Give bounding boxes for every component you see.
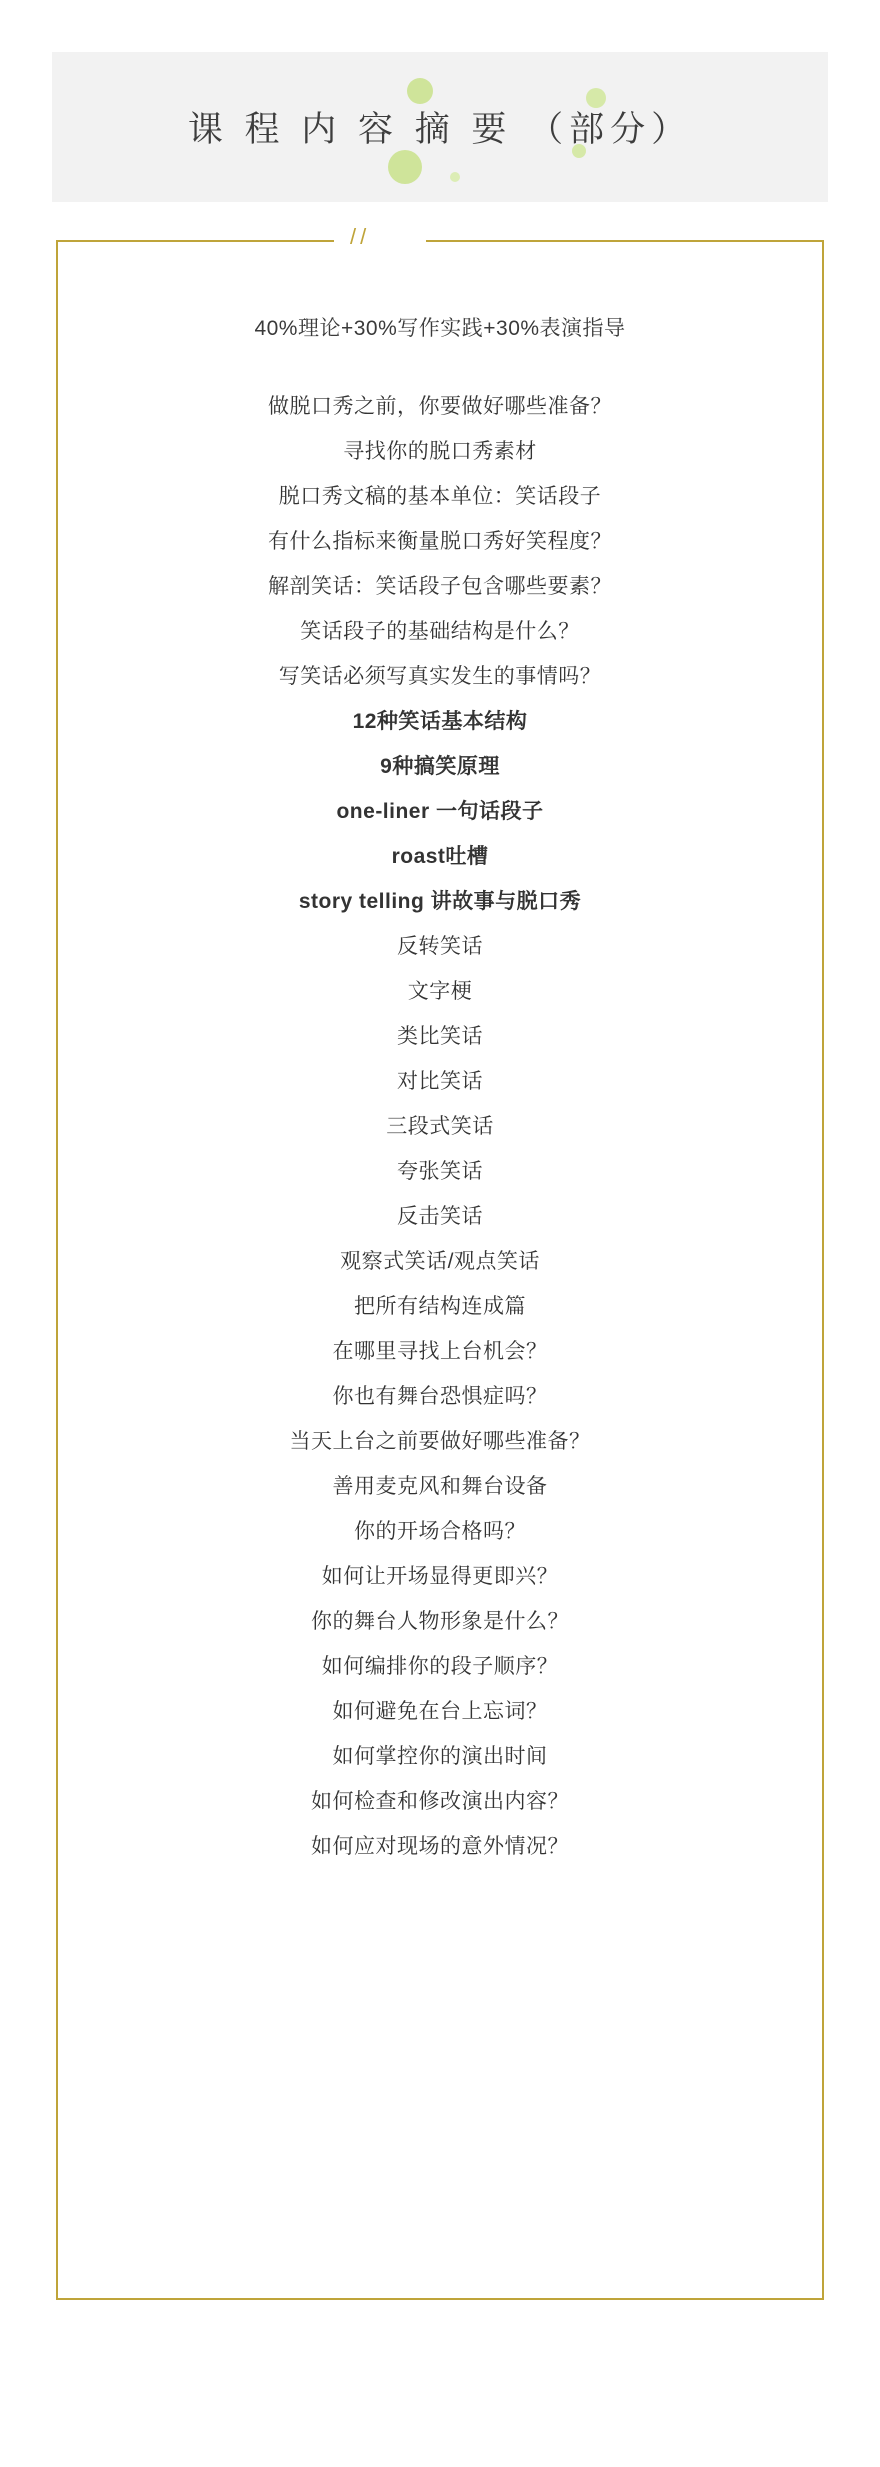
list-item: 你的舞台人物形象是什么？ bbox=[311, 1610, 569, 1633]
list-item: story telling 讲故事与脱口秀 bbox=[298, 890, 582, 913]
list-item: 脱口秀文稿的基本单位：笑话段子 bbox=[278, 485, 602, 508]
list-item: 对比笑话 bbox=[397, 1070, 483, 1093]
header-banner bbox=[52, 52, 828, 202]
list-item: 如何应对现场的意外情况？ bbox=[311, 1835, 569, 1858]
content-frame-wrapper bbox=[56, 224, 824, 2300]
list-item: 寻找你的脱口秀素材 bbox=[343, 440, 537, 463]
content-frame bbox=[56, 224, 824, 2300]
topic-list bbox=[88, 396, 792, 1857]
list-item: 做脱口秀之前，你要做好哪些准备？ bbox=[268, 395, 612, 418]
page-root bbox=[0, 52, 880, 2467]
list-item: 你的开场合格吗？ bbox=[354, 1520, 526, 1543]
list-item: 如何编排你的段子顺序？ bbox=[321, 1655, 559, 1678]
list-item: 反转笑话 bbox=[397, 935, 483, 958]
list-item: roast吐槽 bbox=[391, 845, 489, 868]
list-item: 三段式笑话 bbox=[386, 1115, 494, 1138]
list-item: 类比笑话 bbox=[397, 1025, 483, 1048]
list-item: 反击笑话 bbox=[397, 1205, 483, 1228]
course-ratio-text: 40%理论+30%写作实践+30%表演指导 bbox=[254, 317, 626, 340]
list-item: 写笑话必须写真实发生的事情吗？ bbox=[278, 665, 602, 688]
list-item: 在哪里寻找上台机会？ bbox=[332, 1340, 548, 1363]
list-item: one-liner 一句话段子 bbox=[336, 800, 544, 823]
list-item: 善用麦克风和舞台设备 bbox=[332, 1475, 548, 1498]
decorative-dot-5 bbox=[450, 172, 460, 182]
list-item: 笑话段子的基础结构是什么？ bbox=[300, 620, 580, 643]
decorative-dot-3 bbox=[388, 150, 422, 184]
list-item: 文字梗 bbox=[407, 980, 473, 1003]
list-item: 如何避免在台上忘词？ bbox=[332, 1700, 548, 1723]
slash-decoration-icon: // bbox=[350, 224, 371, 249]
decorative-dot-1 bbox=[407, 78, 433, 104]
list-item: 夸张笑话 bbox=[397, 1160, 483, 1183]
list-item: 如何检查和修改演出内容？ bbox=[311, 1790, 569, 1813]
list-item: 观察式笑话/观点笑话 bbox=[340, 1250, 540, 1273]
page-title: 课 程 内 容 摘 要 （部分） bbox=[187, 110, 693, 149]
list-item: 你也有舞台恐惧症吗？ bbox=[332, 1385, 548, 1408]
list-item: 如何让开场显得更即兴？ bbox=[321, 1565, 559, 1588]
list-item: 9种搞笑原理 bbox=[380, 755, 500, 778]
list-item: 解剖笑话：笑话段子包含哪些要素？ bbox=[268, 575, 612, 598]
list-item: 如何掌控你的演出时间 bbox=[332, 1745, 548, 1768]
list-item: 有什么指标来衡量脱口秀好笑程度？ bbox=[268, 530, 612, 553]
list-item: 12种笑话基本结构 bbox=[352, 710, 528, 733]
list-item: 把所有结构连成篇 bbox=[354, 1295, 526, 1318]
frame-notch bbox=[334, 238, 426, 246]
list-item: 当天上台之前要做好哪些准备？ bbox=[289, 1430, 591, 1453]
